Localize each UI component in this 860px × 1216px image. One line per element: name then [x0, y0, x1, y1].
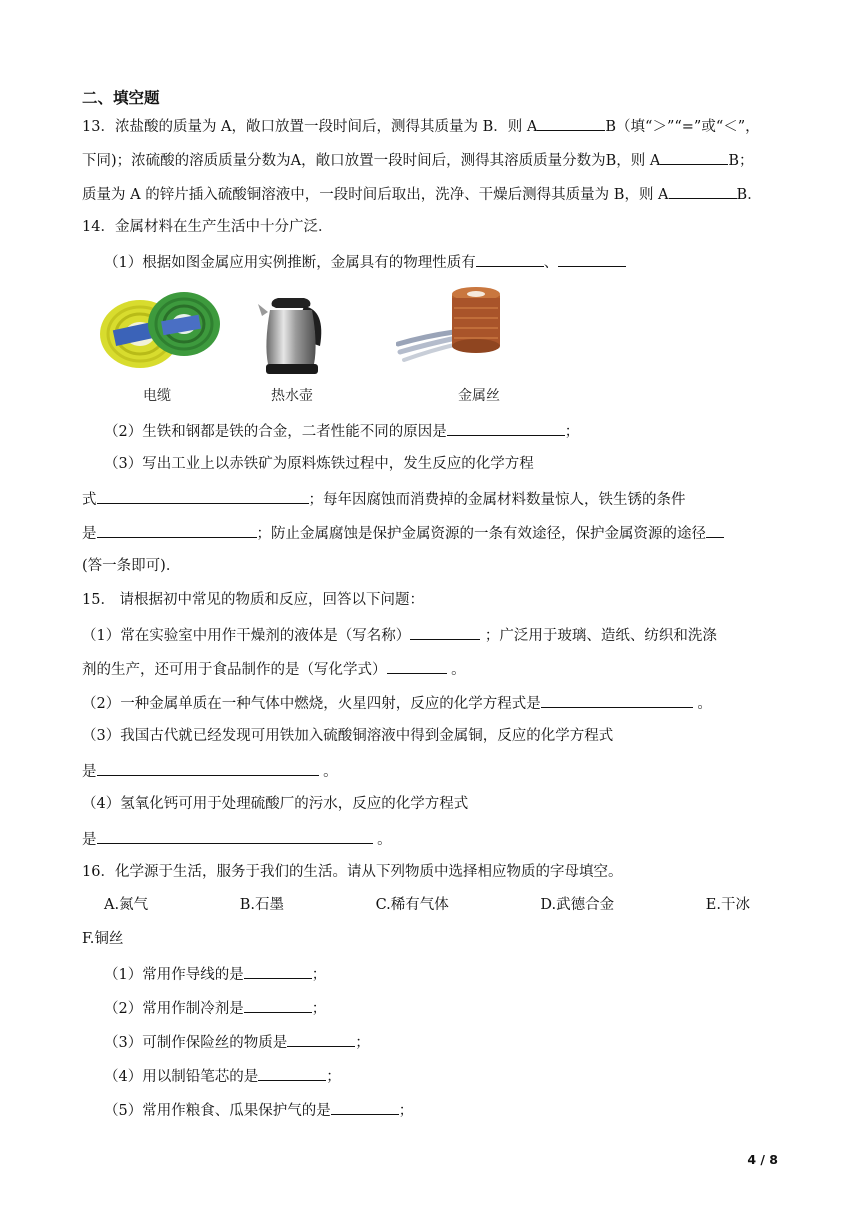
q16-item-1: （1）常用作导线的是 ； — [104, 963, 326, 985]
q15-part-1: （1）常在实验室中用作干燥剂的液体是（写名称） ；广泛用于玻璃、造纸、纺织和洗涤 — [82, 624, 717, 646]
caption-kettle: 热水壶 — [271, 388, 313, 404]
q14-part-2: （2）生铁和钢都是铁的合金，二者性能不同的原因是 ； — [104, 420, 579, 442]
kettle-image — [256, 288, 332, 380]
section-title: 二、填空题 — [82, 89, 160, 107]
option-b: B.石墨 — [239, 897, 284, 913]
answer-blank[interactable] — [410, 624, 480, 640]
q16-item-2: （2）常用作制冷剂是 ； — [104, 997, 326, 1019]
q14-part-3-line-2: 式 ；每年因腐蚀而消费掉的金属材料数量惊人，铁生锈的条件 — [82, 488, 686, 510]
cable-coil-image — [96, 282, 228, 378]
option-a: A.氮气 — [104, 897, 149, 913]
q15-part-1-line-2: 剂的生产，还可用于食品制作的是（写化学式） 。 — [82, 658, 466, 680]
answer-blank[interactable] — [387, 658, 447, 674]
q16-intro: 16．化学源于生活，服务于我们的生活。请从下列物质中选择相应物质的字母填空。 — [82, 864, 623, 880]
page-number: 4 / 8 — [747, 1152, 778, 1167]
q16-item-5: （5）常用作粮食、瓜果保护气的是 ； — [104, 1099, 413, 1121]
q13-line-3: 质量为 A 的锌片插入硫酸铜溶液中，一段时间后取出，洗净、干燥后测得其质量为 B，则 A B． — [82, 183, 762, 205]
caption-cable: 电缆 — [143, 388, 171, 404]
q16-item-3: （3）可制作保险丝的物质是 ； — [104, 1031, 370, 1053]
option-f: F.铜丝 — [82, 931, 124, 947]
q15-part-3: （3）我国古代就已经发现可用铁加入硫酸铜溶液中得到金属铜，反应的化学方程式 — [82, 728, 614, 744]
option-c: C.稀有气体 — [375, 897, 449, 913]
answer-blank[interactable] — [558, 251, 626, 267]
metal-wire-image — [396, 284, 516, 372]
q15-part-4: （4）氢氧化钙可用于处理硫酸厂的污水，反应的化学方程式 — [82, 796, 469, 812]
q14-intro: 14．金属材料在生产生活中十分广泛． — [82, 219, 333, 235]
answer-blank[interactable] — [287, 1031, 355, 1047]
q16-options — [104, 895, 750, 915]
caption-metal-wire: 金属丝 — [458, 388, 500, 404]
option-e: E.干冰 — [705, 897, 750, 913]
q16-item-4: （4）用以制铅笔芯的是 ； — [104, 1065, 341, 1087]
option-d: D.武德合金 — [540, 897, 615, 913]
q14-part-3-line-4: (答一条即可)． — [82, 558, 181, 574]
q15-part-3-line-2: 是 。 — [82, 760, 338, 782]
q15-intro: 15． 请根据初中常见的物质和反应，回答以下问题： — [82, 592, 425, 608]
q13-line-1: 13．浓盐酸的质量为 A，敞口放置一段时间后，测得其质量为 B．则 A B（填“＞”“=”或“＜”， — [82, 115, 760, 137]
q15-part-2: （2）一种金属单质在一种气体中燃烧，火星四射，反应的化学方程式是 。 — [82, 692, 712, 714]
answer-blank[interactable] — [244, 963, 312, 979]
answer-blank[interactable] — [541, 692, 693, 708]
answer-blank[interactable] — [706, 522, 724, 538]
answer-blank[interactable] — [447, 420, 565, 436]
answer-blank[interactable] — [476, 251, 544, 267]
q14-part-1: （1）根据如图金属应用实例推断，金属具有的物理性质有 、 — [104, 251, 626, 273]
answer-blank[interactable] — [258, 1065, 326, 1081]
answer-blank[interactable] — [97, 522, 257, 538]
answer-blank[interactable] — [97, 760, 319, 776]
answer-blank[interactable] — [331, 1099, 399, 1115]
answer-blank[interactable] — [660, 149, 728, 165]
answer-blank[interactable] — [537, 115, 605, 131]
answer-blank[interactable] — [669, 183, 737, 199]
q14-part-3-line-3: 是 ；防止金属腐蚀是保护金属资源的一条有效途径，保护金属资源的途径 — [82, 522, 724, 544]
answer-blank[interactable] — [244, 997, 312, 1013]
q15-part-4-line-2: 是 。 — [82, 828, 392, 850]
q13-line-2: 下同)；浓硫酸的溶质质量分数为A，敞口放置一段时间后，测得其溶质质量分数为B，则 A B； — [82, 149, 754, 171]
answer-blank[interactable] — [97, 488, 309, 504]
q14-part-3: （3）写出工业上以赤铁矿为原料炼铁过程中，发生反应的化学方程 — [104, 456, 534, 472]
answer-blank[interactable] — [97, 828, 373, 844]
